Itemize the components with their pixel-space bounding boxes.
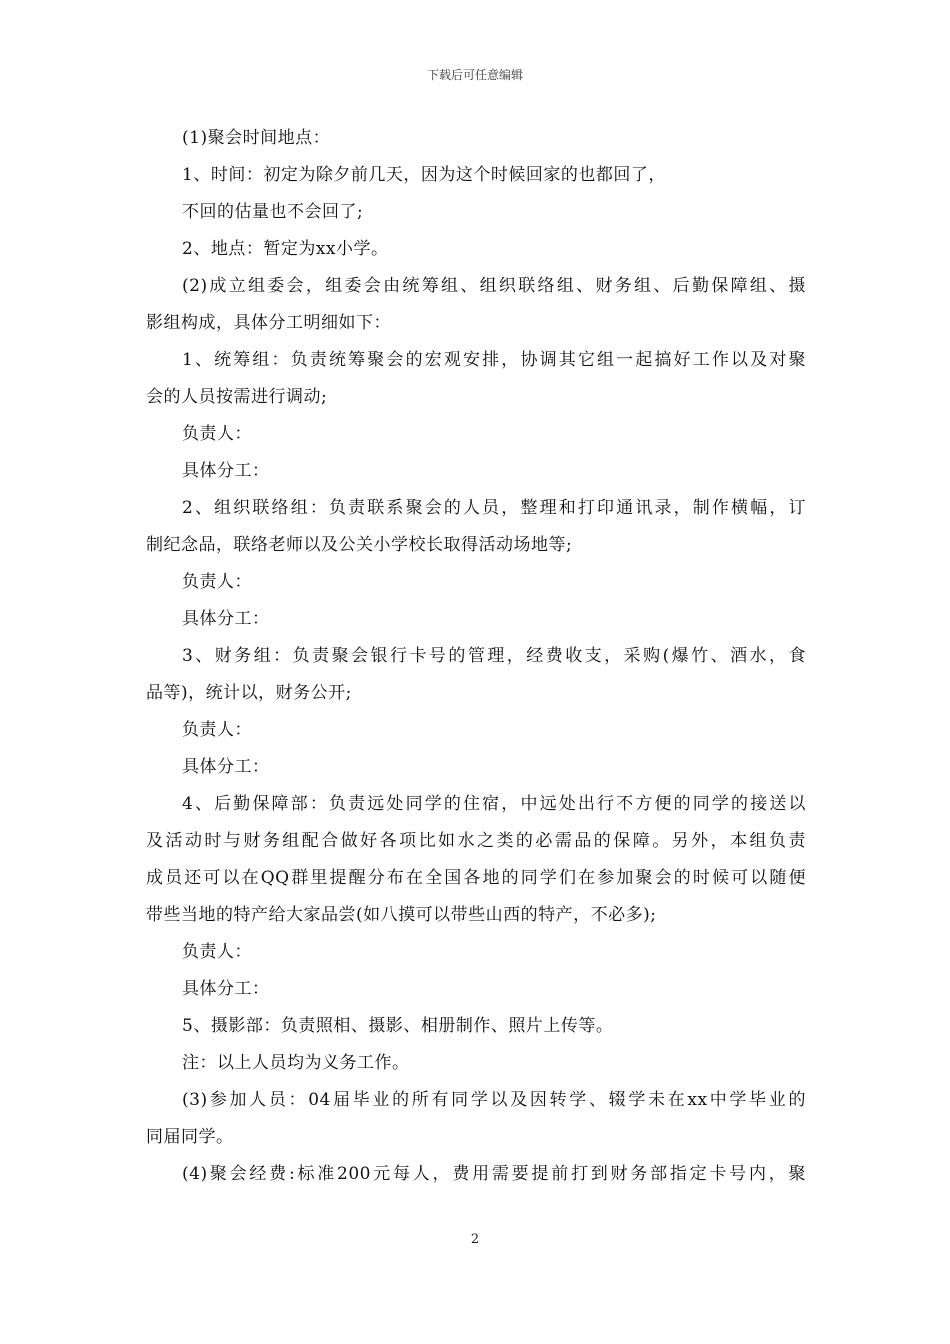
text-line: (2)成立组委会，组委会由统筹组、组织联络组、财务组、后勤保障组、摄 <box>182 276 806 296</box>
text-line: 制纪念品，联络老师以及公关小学校长取得活动场地等; <box>146 535 573 555</box>
text-line: (3)参加人员：04届毕业的所有同学以及因转学、辍学未在xx中学毕业的 <box>182 1090 806 1110</box>
text-line: 具体分工： <box>182 979 270 999</box>
text-line: 具体分工： <box>182 757 270 777</box>
text-line: 会的人员按需进行调动; <box>146 387 328 407</box>
text-line: 负责人： <box>182 424 252 444</box>
text-line: 5、摄影部：负责照相、摄影、相册制作、照片上传等。 <box>182 1016 614 1036</box>
text-line: 1、时间：初定为除夕前几天，因为这个时候回家的也都回了， <box>182 165 666 185</box>
text-line: 成员还可以在QQ群里提醒分布在全国各地的同学们在参加聚会的时候可以随便 <box>146 868 806 888</box>
text-line: 3、财务组：负责聚会银行卡号的管理，经费收支，采购(爆竹、酒水，食 <box>182 646 806 666</box>
page-header: 下载后可任意编辑 <box>426 68 523 82</box>
text-line: 负责人： <box>182 572 252 592</box>
text-line: 1、统筹组：负责统筹聚会的宏观安排，协调其它组一起搞好工作以及对聚 <box>182 350 806 370</box>
text-line: 品等)，统计以，财务公开; <box>146 683 352 703</box>
text-line: 注：以上人员均为义务工作。 <box>182 1053 410 1073</box>
text-line: 负责人： <box>182 942 252 962</box>
text-line: 具体分工： <box>182 461 270 481</box>
text-line: 具体分工： <box>182 609 270 629</box>
text-line: 4、后勤保障部：负责远处同学的住宿，中远处出行不方便的同学的接送以 <box>182 794 806 814</box>
text-line: 负责人： <box>182 720 252 740</box>
text-line: (1)聚会时间地点： <box>182 128 331 148</box>
text-line: 影组构成，具体分工明细如下： <box>146 313 391 333</box>
text-line: 2、组织联络组：负责联系聚会的人员，整理和打印通讯录，制作横幅，订 <box>182 498 806 518</box>
text-line: (4)聚会经费:标准200元每人，费用需要提前打到财务部指定卡号内，聚 <box>182 1164 806 1184</box>
text-line: 2、地点：暂定为xx小学。 <box>182 239 389 259</box>
text-line: 带些当地的特产给大家品尝(如八摸可以带些山西的特产，不必多); <box>146 905 657 925</box>
document-body <box>146 120 806 1193</box>
text-line: 及活动时与财务组配合做好各项比如水之类的必需品的保障。另外，本组负责 <box>146 831 806 851</box>
text-line: 不回的估量也不会回了; <box>182 202 364 222</box>
page-number: 2 <box>470 1232 480 1247</box>
text-line: 同届同学。 <box>146 1127 234 1147</box>
